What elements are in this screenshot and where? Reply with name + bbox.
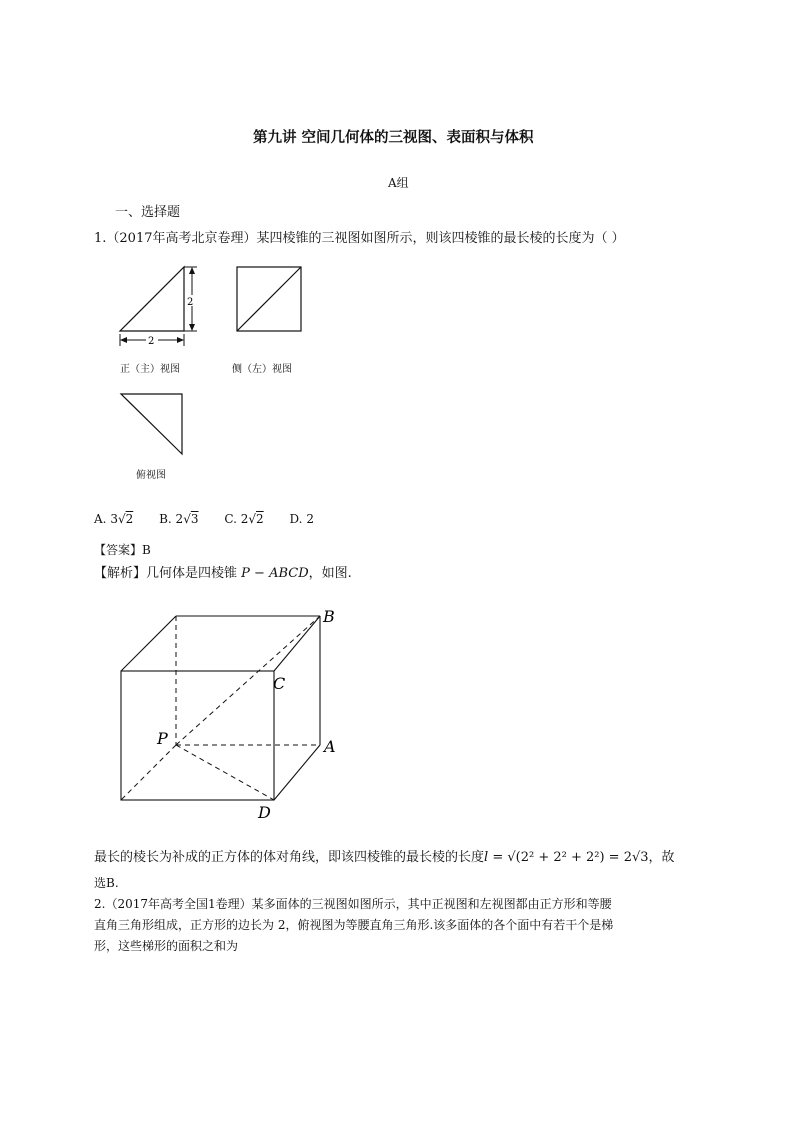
conclusion-formula: = √(2² + 2² + 2²) = 2√3 — [492, 850, 649, 865]
option-a-label: A. — [94, 512, 107, 526]
analysis-suffix: ，如图. — [308, 566, 352, 581]
conclusion-variable: l — [484, 850, 489, 865]
option-b — [159, 512, 198, 526]
conclusion-text: 最长的棱长为补成的正方体的体对角线，即该四棱锥的最长棱的长度 — [94, 850, 485, 865]
group-label: A组 — [388, 176, 409, 190]
question-1-stem: 1.（2017年高考北京卷理）某四棱锥的三视图如图所示，则该四棱锥的最长棱的长度为（ ） — [94, 231, 625, 246]
vertex-d-label: D — [258, 803, 271, 822]
option-c — [224, 512, 263, 526]
option-c-coef: 2 — [240, 512, 249, 526]
option-c-label: C. — [224, 512, 237, 526]
option-d-value: 2 — [306, 512, 314, 526]
option-c-radicand: 2 — [256, 512, 264, 526]
analysis-line — [94, 562, 352, 581]
answer-line — [94, 541, 151, 558]
section-heading: 一、选择题 — [115, 205, 181, 220]
option-a — [94, 512, 133, 526]
analysis-math: P − ABCD — [241, 566, 309, 581]
sqrt-symbol: √ — [117, 512, 126, 526]
cube-solid-edges — [121, 616, 320, 800]
question-2-line-1: 2.（2017年高考全国1卷理）某多面体的三视图如图所示，其中正视图和左视图都由正方形和等腰 — [94, 897, 612, 911]
answer-value: B — [142, 543, 151, 557]
sqrt-symbol: √ — [183, 512, 191, 526]
three-view-figure — [110, 258, 320, 493]
question-1-options — [94, 512, 336, 526]
option-a-radicand: 2 — [125, 512, 134, 526]
answer-tag: 【答案】 — [94, 543, 143, 557]
conclusion-line-1 — [94, 846, 675, 865]
vertex-a-label: A — [324, 737, 336, 756]
top-view-caption: 俯视图 — [136, 470, 166, 481]
vertex-c-label: C — [273, 674, 286, 693]
option-b-coef: 2 — [175, 512, 184, 526]
front-view-caption: 正（主）视图 — [120, 364, 180, 375]
side-view-caption: 侧（左）视图 — [232, 364, 292, 375]
option-a-coef: 3 — [110, 512, 118, 526]
question-2-line-2: 直角三角形组成，正方形的边长为 2，俯视图为等腰直角三角形.该多面体的各个面中有若干个是梯 — [94, 918, 614, 932]
analysis-text: 几何体是四棱锥 — [146, 566, 238, 581]
cube-figure — [100, 600, 360, 825]
conclusion-tail: ，故 — [648, 850, 675, 865]
option-d — [289, 512, 313, 526]
side-view — [237, 267, 301, 331]
front-view — [120, 267, 184, 331]
option-d-label: D. — [289, 512, 303, 526]
vertex-b-label: B — [323, 607, 335, 626]
page-title: 第九讲 空间几何体的三视图、表面积与体积 — [253, 130, 534, 146]
height-dimension-label: 2 — [187, 297, 194, 308]
question-2-line-3: 形，这些梯形的面积之和为 — [94, 939, 239, 953]
cube-hidden-edges — [121, 616, 320, 800]
analysis-tag: 【解析】 — [94, 566, 147, 581]
top-view — [121, 394, 182, 454]
sqrt-symbol: √ — [248, 512, 257, 526]
option-b-label: B. — [159, 512, 172, 526]
width-dimension-label: 2 — [148, 336, 155, 347]
conclusion-line-2: 选B. — [94, 876, 119, 890]
option-b-radicand: 3 — [190, 512, 199, 526]
vertex-p-label: P — [157, 729, 168, 748]
